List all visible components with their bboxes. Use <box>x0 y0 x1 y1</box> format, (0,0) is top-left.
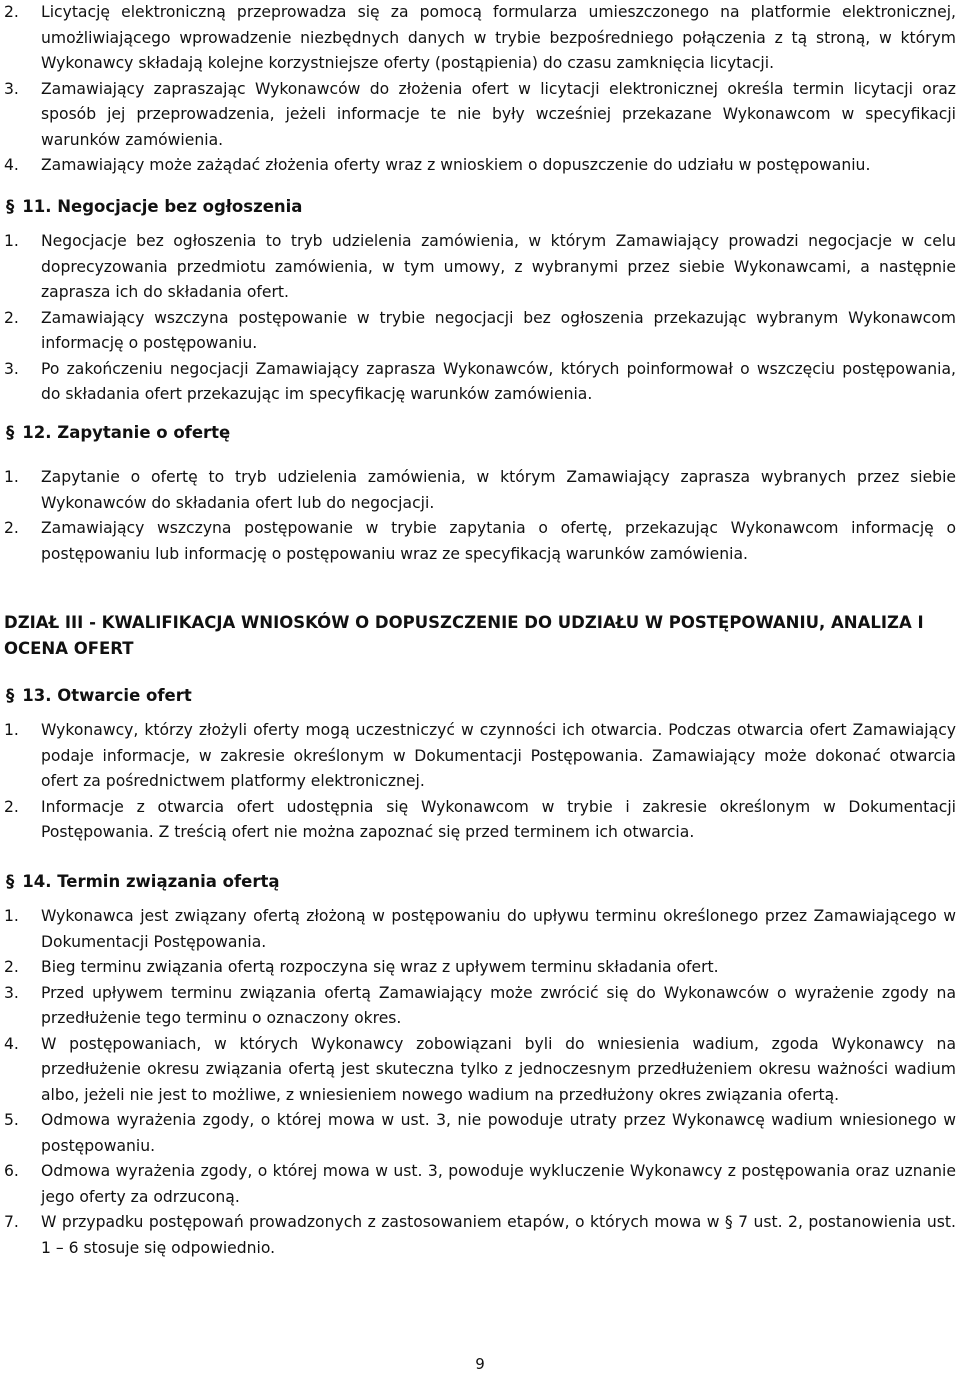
section-heading-text: 11. Negocjacje bez ogłoszenia <box>22 197 303 216</box>
list-item <box>0 77 960 154</box>
item-number: 2. <box>4 519 19 537</box>
section-heading-11 <box>0 194 302 219</box>
item-number: 2. <box>4 797 19 816</box>
item-text: Zamawiający wszczyna postępowanie w trybie negocjacji bez ogłoszenia przekazując wybranym Wykonawcom informację o postępowaniu. <box>41 308 956 352</box>
list-item <box>0 1108 960 1159</box>
list-item <box>0 955 960 981</box>
item-number: 4. <box>4 1034 19 1053</box>
item-number: 1. <box>4 232 19 250</box>
item-text: Zamawiający zapraszając Wykonawców do złożenia ofert w licytacji elektronicznej określa termin licytacji oraz sposób jej przeprowadzenia, jeżeli informacje te nie były wcześniej przekazane Wykonawcom w specyfikacji warunków zamówienia. <box>41 79 956 149</box>
section-heading-text: 12. Zapytanie o ofertę <box>22 423 231 442</box>
item-text: Zamawiający może zażądać złożenia oferty wraz z wnioskiem o dopuszczenie do udziału w postępowaniu. <box>41 156 871 174</box>
section-termin <box>0 904 960 1261</box>
item-text: Wykonawcy, którzy złożyli oferty mogą uczestniczyć w czynności ich otwarcia. Podczas otwarcia ofert Zamawiający podaje informacje, w zakresie określonym w Dokumentacji Postępowania. Zamawiający może dokonać otwarcia ofert za pośrednictwem platformy elektronicznej. <box>41 721 956 790</box>
item-number: 5. <box>4 1111 19 1129</box>
list-item <box>0 229 960 306</box>
section-otwarcie <box>0 718 960 846</box>
item-text: W postępowaniach, w których Wykonawcy zobowiązani byli do wniesienia wadium, zgoda Wykonawcy na przedłużenie okresu związania ofertą jest skuteczna tylko z jednoczesnym przedłużeniem okresu ważności wadium albo, jeżeli nie jest to możliwe, z wniesieniem nowego wadium na przedłużony okres związania ofertą. <box>41 1034 956 1104</box>
item-number: 1. <box>4 468 19 486</box>
section-heading-13 <box>0 683 192 708</box>
item-text: Zapytanie o ofertę to tryb udzielenia zamówienia, w którym Zamawiający zaprasza wybranych przez siebie Wykonawców do składania ofert lub do negocjacji. <box>41 468 956 512</box>
list-item <box>0 718 960 795</box>
list-item <box>0 516 960 567</box>
item-number: 3. <box>4 983 19 1002</box>
item-number: 4. <box>4 156 19 174</box>
list-item <box>0 981 960 1032</box>
section-heading-text: 14. Termin związania ofertą <box>22 872 280 891</box>
page-number: 9 <box>475 1355 485 1373</box>
list-item <box>0 904 960 955</box>
section-symbol: § <box>6 872 15 891</box>
item-text: Po zakończeniu negocjacji Zamawiający zaprasza Wykonawców, których poinformował o wszczęciu postępowania, do składania ofert przekazując im specyfikację warunków zamówienia. <box>41 359 956 403</box>
item-text: Odmowa wyrażenia zgody, o której mowa w ust. 3, powoduje wykluczenie Wykonawcy z postępowania oraz uznanie jego oferty za odrzuconą. <box>41 1162 956 1206</box>
item-text: Wykonawca jest związany ofertą złożoną w postępowaniu do upływu terminu określonego przez Zamawiającego w Dokumentacji Postępowania. <box>41 907 956 951</box>
chapter-heading: DZIAŁ III - KWALIFIKACJA WNIOSKÓW O DOPUSZCZENIE DO UDZIAŁU W POSTĘPOWANIU, ANALIZA I OCENA OFERT <box>4 613 924 658</box>
item-text: Bieg terminu związania ofertą rozpoczyna się wraz z upływem terminu składania ofert. <box>41 958 719 976</box>
list-item <box>0 795 960 846</box>
list-item <box>0 357 960 408</box>
item-number: 1. <box>4 721 19 739</box>
item-text: Odmowa wyrażenia zgody, o której mowa w ust. 3, nie powoduje utraty przez Wykonawcę wadium wniesionego w postępowaniu. <box>41 1111 956 1155</box>
item-text: Licytację elektroniczną przeprowadza się za pomocą formularza umieszczonego na platformie elektronicznej, umożliwiającego wprowadzenie niezbędnych danych w trybie bezpośredniego połączenia z tą stroną, w którym Wykonawcy składają kolejne korzystniejsze oferty (postąpienia) do czasu zamknięcia licytacji. <box>41 3 956 72</box>
item-text: W przypadku postępowań prowadzonych z zastosowaniem etapów, o których mowa w § 7 ust. 2, postanowienia ust. 1 – 6 stosuje się odpowiednio. <box>41 1213 956 1257</box>
item-number: 3. <box>4 79 19 98</box>
section-symbol: § <box>6 197 15 216</box>
section-heading-12 <box>0 420 230 445</box>
list-item <box>0 465 960 516</box>
item-number: 2. <box>4 308 19 327</box>
list-item <box>0 1159 960 1210</box>
item-number: 1. <box>4 907 19 925</box>
section-negocjacje <box>0 229 960 408</box>
item-text: Przed upływem terminu związania ofertą Zamawiający może zwrócić się do Wykonawców o wyrażenie zgody na przedłużenie tego terminu o oznaczony okres. <box>41 983 956 1027</box>
section-licytacja-continuation <box>0 0 960 179</box>
section-heading-text: 13. Otwarcie ofert <box>22 686 192 705</box>
item-number: 7. <box>4 1213 19 1231</box>
section-zapytanie <box>0 465 960 567</box>
section-symbol: § <box>6 423 15 442</box>
section-heading-14 <box>0 869 279 894</box>
list-item <box>0 153 960 179</box>
item-text: Informacje z otwarcia ofert udostępnia się Wykonawcom w trybie i zakresie określonym w Dokumentacji Postępowania. Z treścią ofert nie można zapoznać się przed terminem ich otwarcia. <box>41 797 956 841</box>
list-item <box>0 1210 960 1261</box>
item-number: 2. <box>4 3 19 21</box>
list-item <box>0 1032 960 1109</box>
list-item <box>0 306 960 357</box>
list-item <box>0 0 960 77</box>
section-symbol: § <box>6 686 15 705</box>
item-number: 3. <box>4 359 19 378</box>
item-number: 6. <box>4 1162 19 1180</box>
item-text: Zamawiający wszczyna postępowanie w trybie zapytania o ofertę, przekazując Wykonawcom informację o postępowaniu lub informację o postępowaniu wraz ze specyfikacją warunków zamówienia. <box>41 519 956 563</box>
item-number: 2. <box>4 958 19 976</box>
item-text: Negocjacje bez ogłoszenia to tryb udzielenia zamówienia, w którym Zamawiający prowadzi negocjacje w celu doprecyzowania przedmiotu zamówienia, w tym umowy, z wybranymi przez siebie Wykonawcami, a następnie zaprasza ich do składania ofert. <box>41 232 956 301</box>
